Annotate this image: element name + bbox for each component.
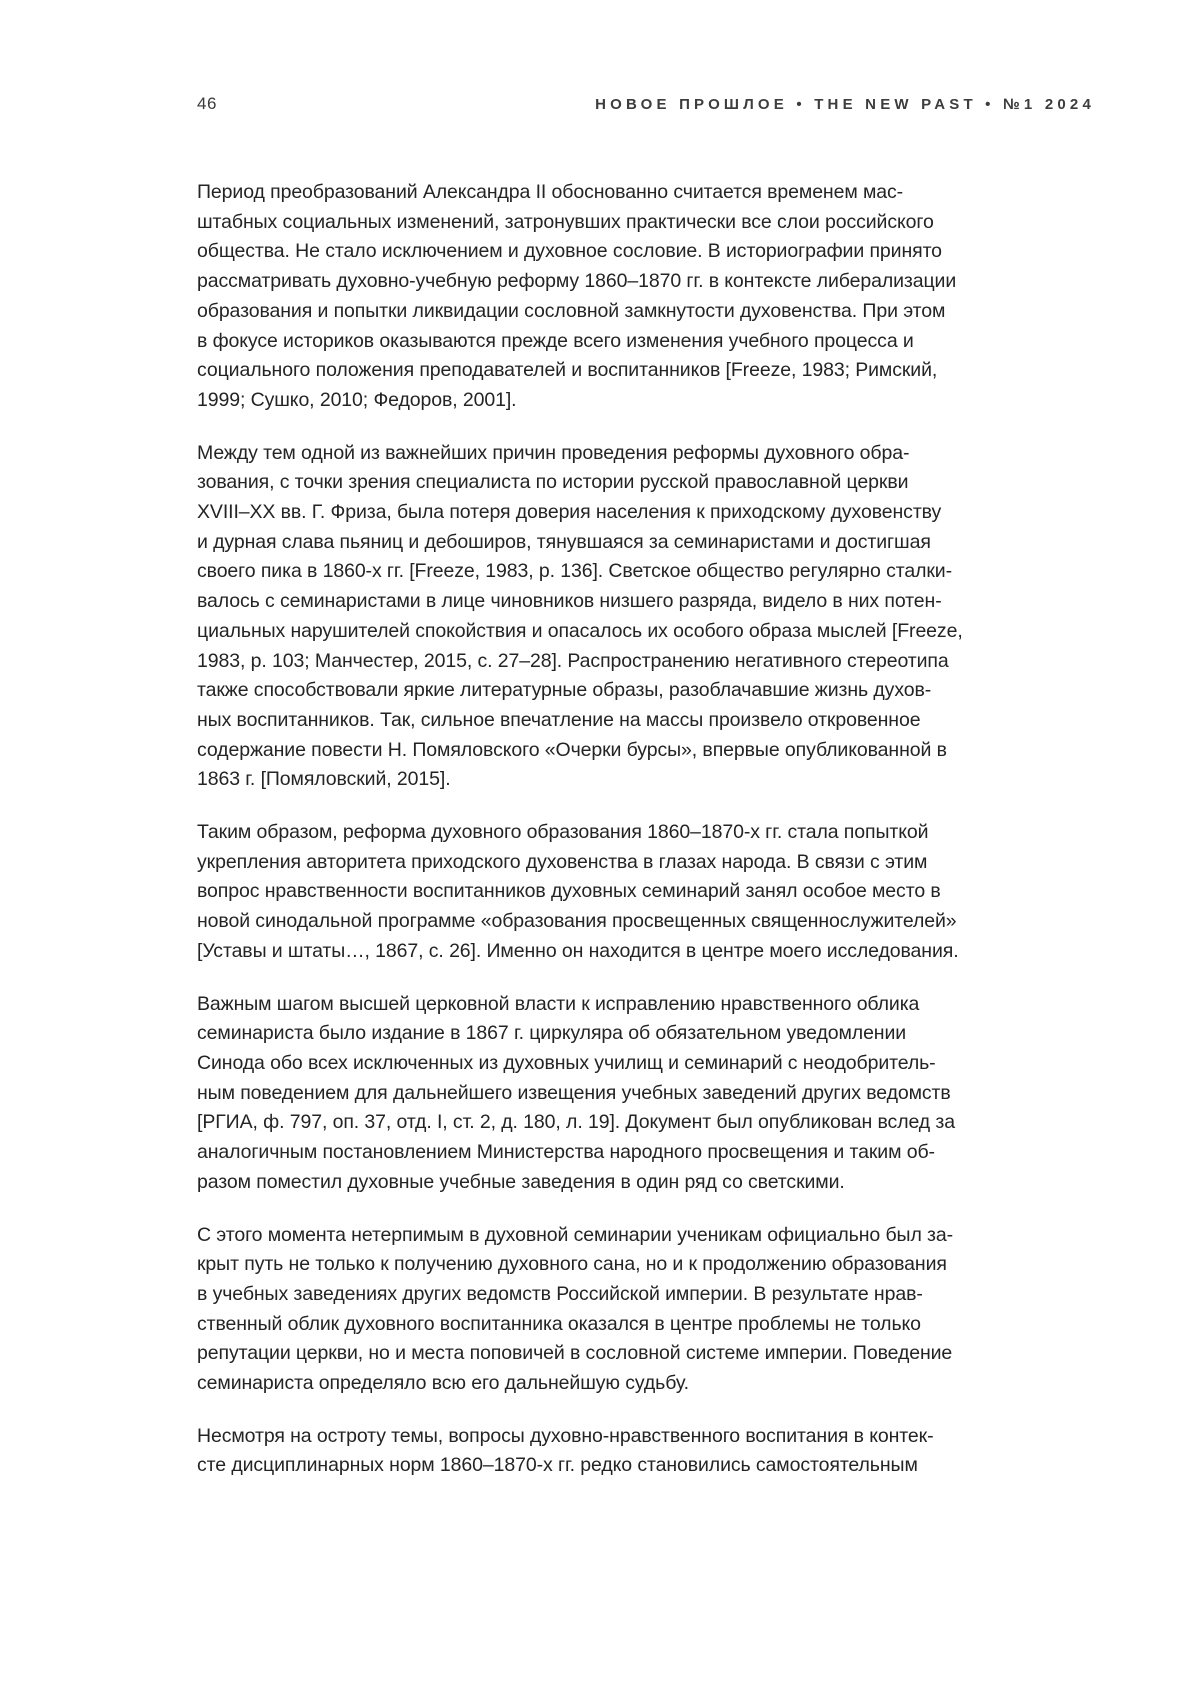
paragraph: С этого момента нетерпимым в духовной семинарии ученикам официально был за- крыт путь не только к получению духовного сана, но и к продолжению образования в учебных заведениях других ведомств Российской империи. В результате нрав- ственный облик духовного воспитанника оказался в центре проблемы не только репутации церкви, но и места поповичей в сословной системе империи. Поведение семинариста определяло всю его дальнейшую судьбу.: [197, 1223, 954, 1395]
paragraph: Несмотря на остроту темы, вопросы духовно-нравственного воспитания в контек- сте дисциплинарных норм 1860–1870-х гг. редко становились самостоятельным: [197, 1424, 934, 1477]
page-header: [197, 94, 1095, 114]
paragraph: Таким образом, реформа духовного образования 1860–1870-х гг. стала попыткой укрепления авторитета приходского духовенства в глазах народа. В связи с этим вопрос нравственности воспитанников духовных семинарий занял особое место в новой синодальной программе «образования просвещенных священнослужителей» [Уставы и штаты…, 1867, с. 26]. Именно он находится в центре моего исследования.: [197, 821, 959, 962]
page-number: 46: [197, 94, 217, 113]
paragraph: Между тем одной из важнейших причин проведения реформы духовного обра- зования, с точки зрения специалиста по истории русской православной церкви XVIII–XX вв. Г. Фриза, была потеря доверия населения к приходскому духовенству и дурная слава пьяниц и дебоширов, тянувшаяся за семинаристами и достигшая своего пика в 1860-х гг. [Freeze, 1983, p. 136]. Светское общество регулярно сталки- валось с семинаристами в лице чиновников низшего разряда, видело в них потен- циальных нарушителей спокойствия и опасалось их особого образа мыслей [Freeze, 1983, p. 103; Манчестер, 2015, с. 27–28]. Распространению негативного стереотипа также способствовали яркие литературные образы, разоблачавшие жизнь духов- ных воспитанников. Так, сильное впечатление на массы произвело откровенное содержание повести Н. Помяловского «Очерки бурсы», впервые опубликованной в 1863 г. [Помяловский, 2015].: [197, 441, 963, 791]
paragraph: Важным шагом высшей церковной власти к исправлению нравственного облика семинариста было издание в 1867 г. циркуляра об обязательном уведомлении Синода обо всех исключенных из духовных училищ и семинарий с неодобритель- ным поведением для дальнейшего извещения учебных заведений других ведомств [РГИА, ф. 797, оп. 37, отд. I, ст. 2, д. 180, л. 19]. Документ был опубликован вслед за аналогичным постановлением Министерства народного просвещения и таким об- разом поместил духовные учебные заведения в один ряд со светскими.: [197, 992, 955, 1193]
running-head: НОВОЕ ПРОШЛОЕ • THE NEW PAST • №1 2024: [595, 96, 1095, 113]
article-body: [197, 178, 1137, 1504]
paragraph: Период преобразований Александра II обоснованно считается временем мас- штабных социальных изменений, затронувших практически все слои российского общества. Не стало исключением и духовное сословие. В историографии принято рассматривать духовно-учебную реформу 1860–1870 гг. в контексте либерализации образования и попытки ликвидации сословной замкнутости духовенства. При этом в фокусе историков оказываются прежде всего изменения учебного процесса и социального положения преподавателей и воспитанников [Freeze, 1983; Римский, 1999; Сушко, 2010; Федоров, 2001].: [197, 181, 957, 411]
